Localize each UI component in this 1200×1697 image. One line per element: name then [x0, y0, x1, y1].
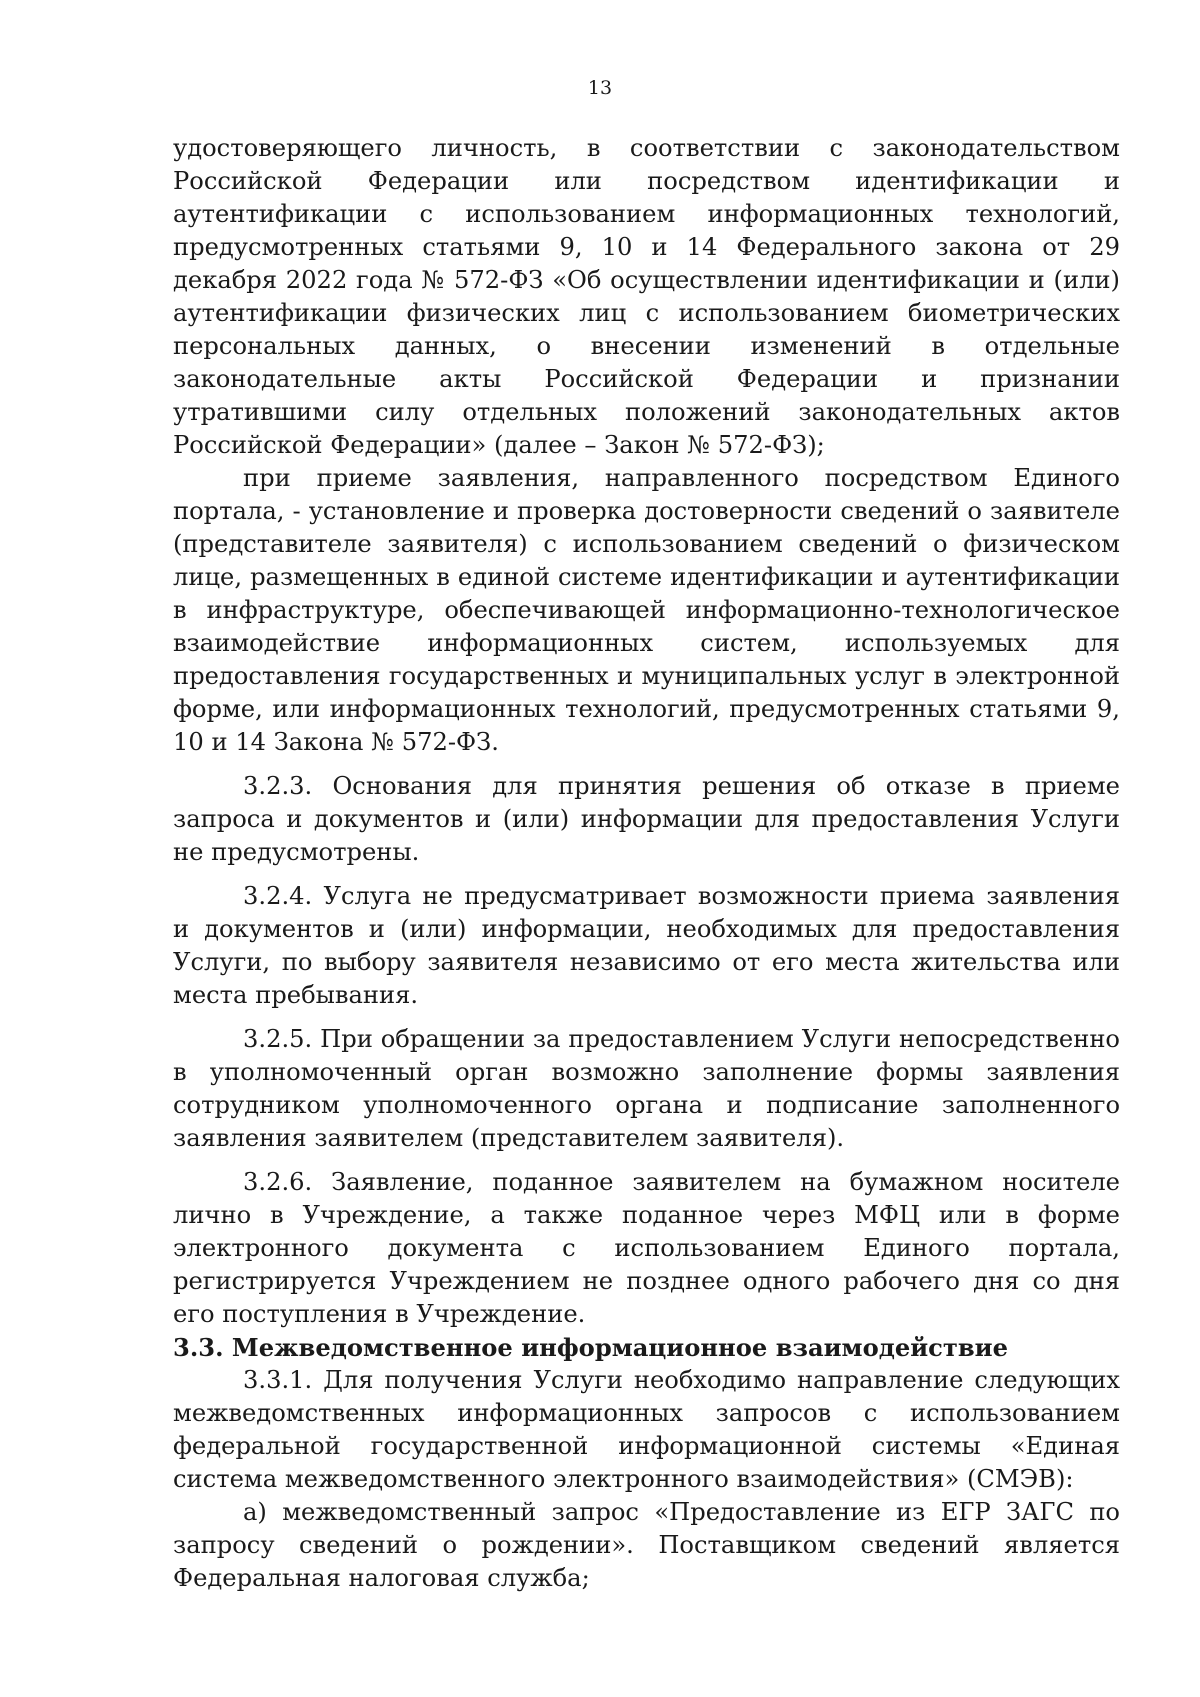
paragraph-portal-verification: при приеме заявления, направленного посредством Единого портала, - установление и проверка достоверности сведений о заявителе (представителе заявителя) с использованием сведений о физическом лице, размещенных в единой системе идентификации и аутентификации в инфраструктуре, обеспечивающей информационно-технологическое взаимодействие информационных систем, используемых для предоставления государственных и муниципальных услуг в электронной форме, или информационных технологий, предусмотренных статьями 9, 10 и 14 Закона № 572-ФЗ. [173, 464, 1120, 756]
page-number: 13 [587, 77, 613, 99]
paragraph-continuation: удостоверяющего личность, в соответствии с законодательством Российской Федерации или посредством идентификации и аутентификации с использованием информационных технологий, предусмотренных статьями 9, 10 и 14 Федерального закона от 29 декабря 2022 года № 572-ФЗ «Об осуществлении идентификации и (или) аутентификации физических лиц с использованием биометрических персональных данных, о внесении изменений в отдельные законодательные акты Российской Федерации и признании утратившими силу отдельных положений законодательных актов Российской Федерации» (далее – Закон № 572-ФЗ); [173, 134, 1120, 459]
paragraph-3-2-4: 3.2.4. Услуга не предусматривает возможности приема заявления и документов и (или) информации, необходимых для предоставления Услуги, по выбору заявителя независимо от его места жительства или места пребывания. [173, 882, 1120, 1009]
paragraph-3-2-5: 3.2.5. При обращении за предоставлением Услуги непосредственно в уполномоченный орган возможно заполнение формы заявления сотрудником уполномоченного органа и подписание заполненного заявления заявителем (представителем заявителя). [173, 1025, 1120, 1152]
paragraph-3-2-3: 3.2.3. Основания для принятия решения об отказе в приеме запроса и документов и (или) информации для предоставления Услуги не предусмотрены. [173, 772, 1120, 866]
section-heading-3-3: 3.3. Межведомственное информационное взаимодействие [173, 1333, 1009, 1362]
document-body [173, 132, 1120, 1595]
paragraph-3-3-1: 3.3.1. Для получения Услуги необходимо направление следующих межведомственных информационных запросов с использованием федеральной государственной информационной системы «Единая система межведомственного электронного взаимодействия» (СМЭВ): [173, 1366, 1120, 1493]
paragraph-3-2-6: 3.2.6. Заявление, поданное заявителем на бумажном носителе лично в Учреждение, а также поданное через МФЦ или в форме электронного документа с использованием Единого портала, регистрируется Учреждением не позднее одного рабочего дня со дня его поступления в Учреждение. [173, 1168, 1120, 1328]
paragraph-item-a: а) межведомственный запрос «Предоставление из ЕГР ЗАГС по запросу сведений о рождении». Поставщиком сведений является Федеральная налоговая служба; [173, 1498, 1120, 1592]
